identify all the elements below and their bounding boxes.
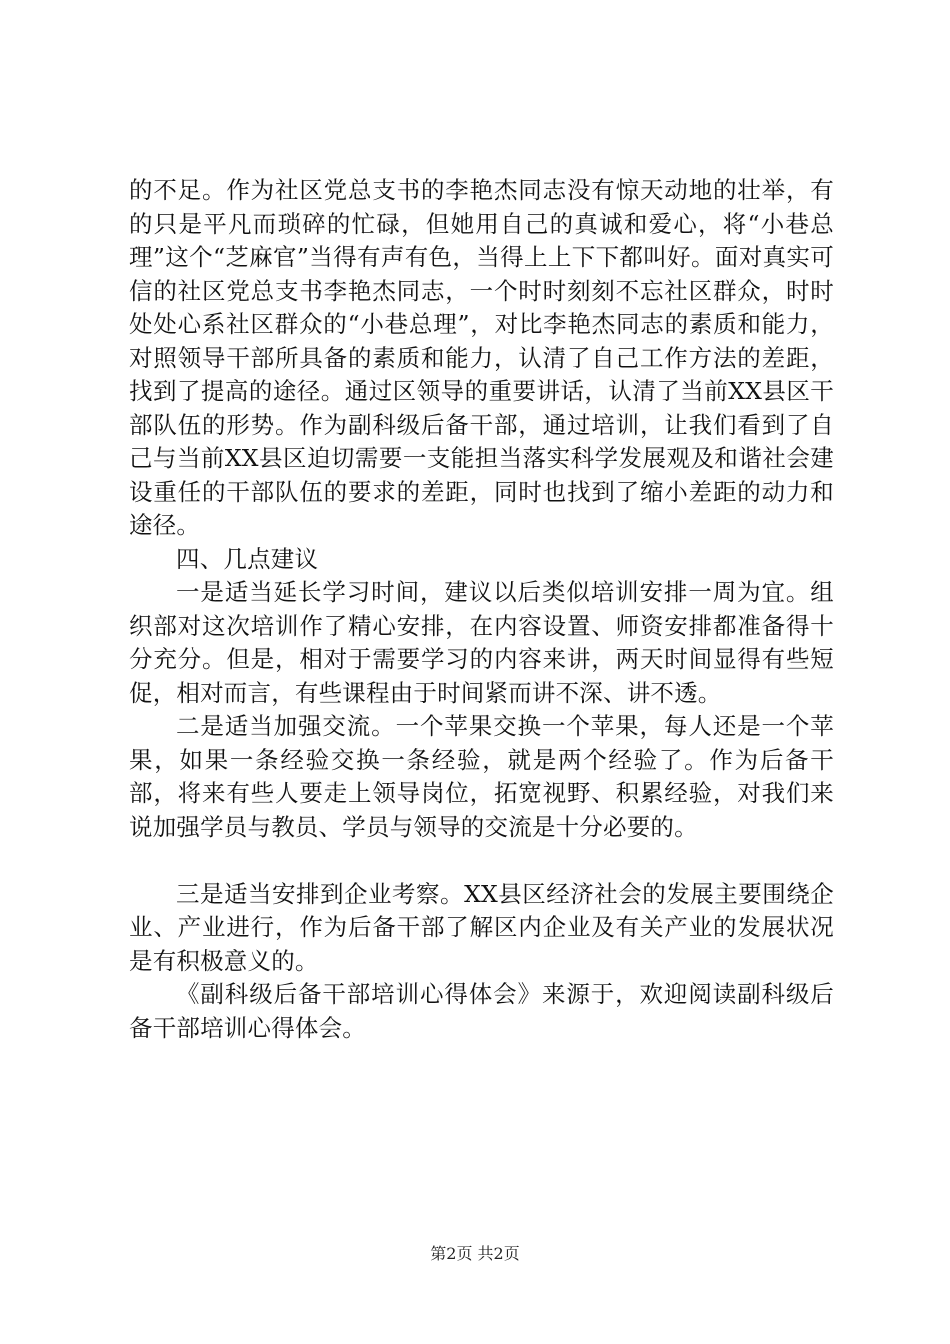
paragraph-closing-note: 《副科级后备干部培训心得体会》来源于，欢迎阅读副科级后备干部培训心得体会。 bbox=[129, 980, 834, 1042]
paragraph-continuation: 的不足。作为社区党总支书的李艳杰同志没有惊天动地的壮举，有的只是平凡而琐碎的忙碌，但她用自己的真诚和爱心，将“小巷总理”这个“芝麻官”当得有声有色，当得上上下下都叫好。面对真实可信的社区党总支书李艳杰同志，一个时时刻刻不忘社区群众，时时处处心系社区群众的“小巷总理”，对比李艳杰同志的素质和能力，对照领导干部所具备的素质和能力，认清了自己工作方法的差距，找到了提高的途径。通过区领导的重要讲话，认清了当前XX县区干部队伍的形势。作为副科级后备干部，通过培训，让我们看到了自己与当前XX县区迫切需要一支能担当落实科学发展观及和谐社会建设重任的干部队伍的要求的差距，同时也找到了缩小差距的动力和途径。 bbox=[129, 176, 834, 539]
document-body bbox=[129, 174, 834, 1045]
paragraph-suggestion-two: 二是适当加强交流。一个苹果交换一个苹果，每人还是一个苹果，如果一条经验交换一条经验，就是两个经验了。作为后备干部，将来有些人要走上领导岗位，拓宽视野、积累经验，对我们来说加强学员与教员、学员与领导的交流是十分必要的。 bbox=[129, 712, 834, 841]
page-footer: 第2页 共2页 bbox=[430, 1244, 520, 1263]
paragraph-suggestion-one: 一是适当延长学习时间，建议以后类似培训安排一周为宜。组织部对这次培训作了精心安排，在内容设置、师资安排都准备得十分充分。但是，相对于需要学习的内容来讲，两天时间显得有些短促，相对而言，有些课程由于时间紧而讲不深、讲不透。 bbox=[129, 578, 834, 707]
paragraph-gap bbox=[129, 844, 834, 878]
section-heading-suggestions: 四、几点建议 bbox=[176, 544, 319, 573]
paragraph-suggestion-three: 三是适当安排到企业考察。XX县区经济社会的发展主要围绕企业、产业进行，作为后备干部了解区内企业及有关产业的发展状况是有积极意义的。 bbox=[129, 879, 834, 975]
